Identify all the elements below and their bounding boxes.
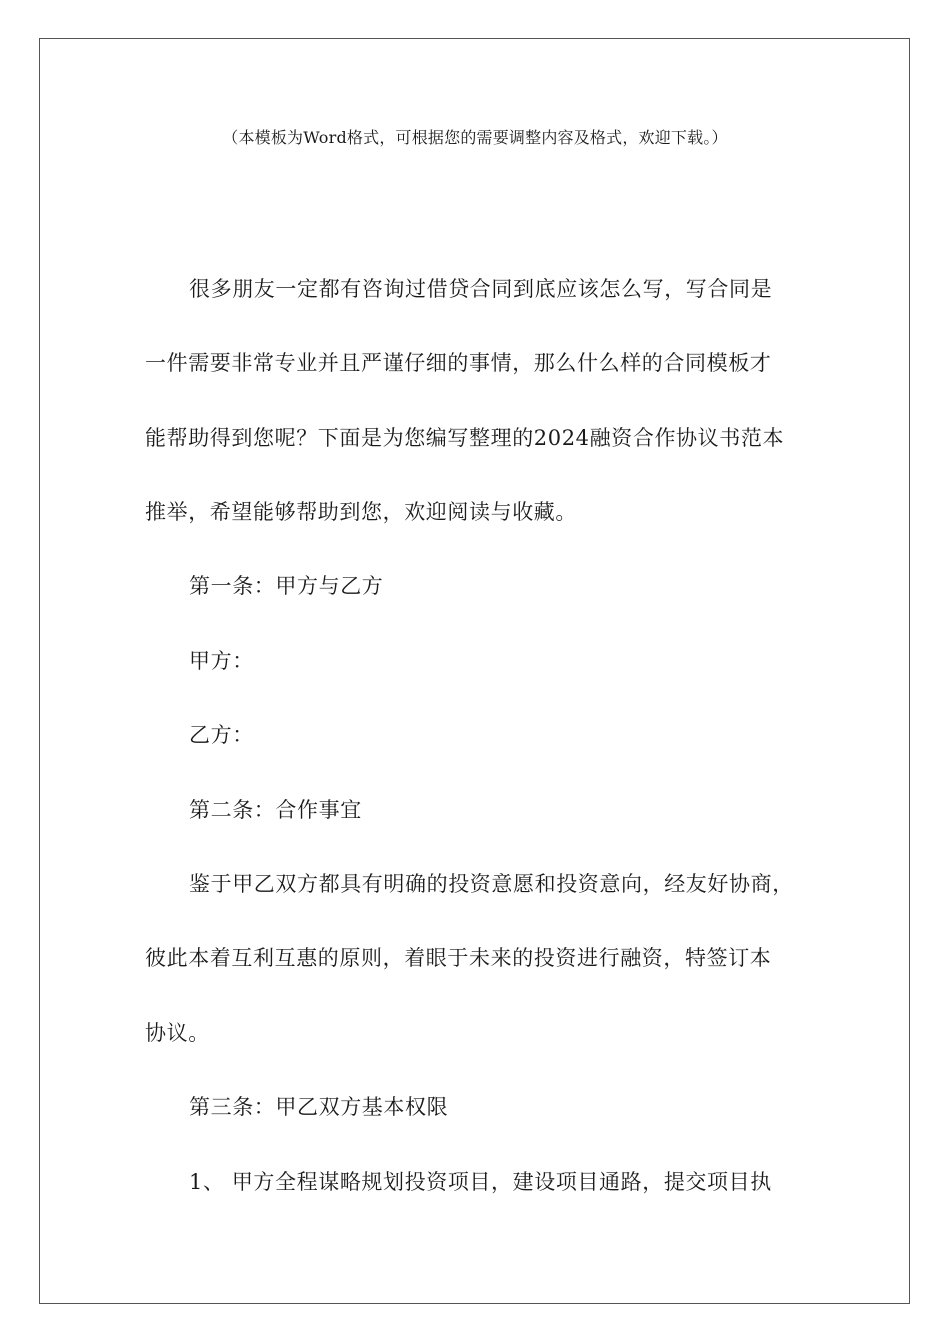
intro-line-2: 一件需要非常专业并且严谨仔细的事情，那么什么样的合同模板才 [145,351,772,375]
page-frame [39,38,910,1304]
party-a-field: 甲方： [189,649,254,673]
article-2-line-3: 协议。 [145,1021,210,1045]
article-3-item-1: 1、 甲方全程谋略规划投资项目，建设项目通路，提交项目执 [189,1170,772,1194]
intro-line-3: 能帮助得到您呢？下面是为您编写整理的2024融资合作协议书范本 [145,426,785,450]
intro-line-1: 很多朋友一定都有咨询过借贷合同到底应该怎么写，写合同是 [189,277,773,301]
intro-line-4: 推举，希望能够帮助到您，欢迎阅读与收藏。 [145,500,577,524]
article-2-heading: 第二条：合作事宜 [189,798,362,822]
article-3-heading: 第三条：甲乙双方基本权限 [189,1095,449,1119]
article-2-line-1: 鉴于甲乙双方都具有明确的投资意愿和投资意向，经友好协商， [189,872,794,896]
article-1-heading: 第一条：甲方与乙方 [189,574,384,598]
template-note: （本模板为Word格式，可根据您的需要调整内容及格式，欢迎下载。） [222,128,728,147]
party-b-field: 乙方： [189,723,254,747]
article-2-line-2: 彼此本着互利互惠的原则，着眼于未来的投资进行融资，特签订本 [145,946,772,970]
